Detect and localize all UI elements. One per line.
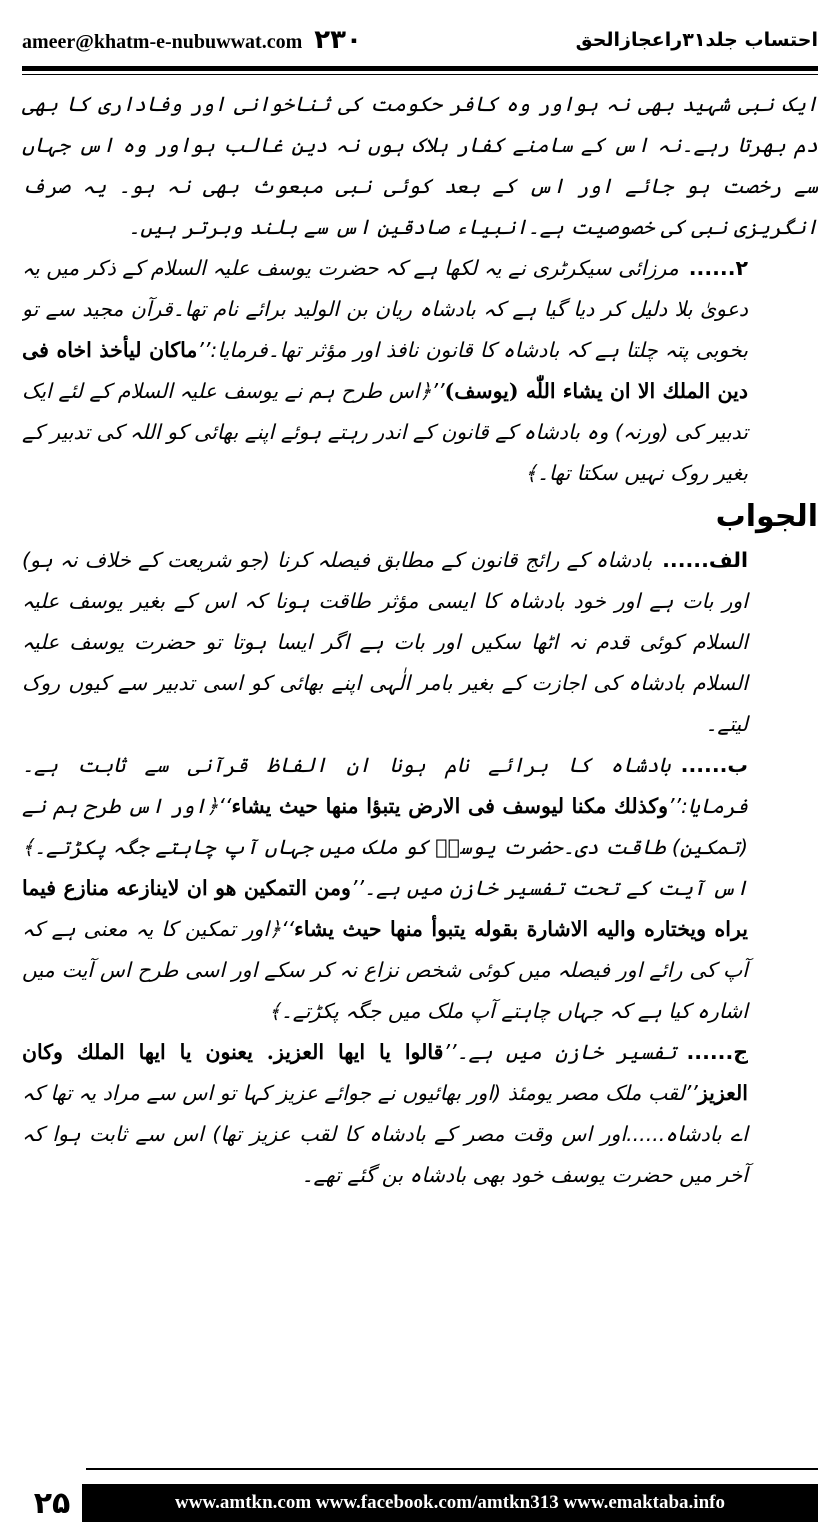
alif-text: بادشاہ کے رائج قانون کے مطابق فیصلہ کرنا (جو شریعت کے خلاف نہ ہو) اور بات ہے اور خود بادشاہ کا ایسی مؤثر طاقت ہونا کہ اس کے بغیر یوسف علیہ السلام کوئی قدم نہ اٹھا سکیں اور بات ہے اگر ایسا ہوتا تو حضرت یوسف علیہ السلام بادشاہ کی اجازت کے بغیر بامر الٰہی اپنے بھائی کو اسی تدبیر سے کیوں روک لیتے۔ <box>22 548 748 736</box>
be-label: ب...... <box>680 753 748 777</box>
header-book-title: احتساب جلد۳۱راعجازالحق <box>575 29 818 51</box>
header-page-number: ٢٣٠ <box>314 25 362 55</box>
paragraph-1: ایک نبی شہید بھی نہ ہواور وہ کافر حکومت کی ثناخوانی اور وفاداری کا بھی دم بھرتا رہے۔نہ اس کے سامنے کفار ہلاک ہوں نہ دین غالب ہواور وہ اس جہاں سے رخصت ہو جائے اور اس کے بعد کوئی نبی مبعوث بھی نہ ہو۔ یہ صرف انگریزی نبی کی خصوصیت ہے۔انبیاء صادقین اس سے بلند وبرتر ہیں۔ <box>22 92 818 239</box>
paragraph-be <box>22 745 818 1032</box>
footer-rule <box>86 1468 818 1470</box>
be-tail: ‘‘﴿اور اس طرح ہم نے (تمکین) طاقت دی۔حضرت یوسفؑ کو ملک میں جہاں آپ چاہتے جگہ پکڑتے۔﴾اس آیت کے تحت تفسیر خازن میں ہے۔’’ <box>22 794 748 900</box>
jim-tail: ’’لقب ملک مصر یومئذ (اور بھائیوں نے جوائے عزیز کہا تو اس سے مراد یہ تھا کہ اے بادشاہ......اور اس وقت مصر کے بادشاہ کا لقب عزیز تھا) اس سے ثابت ہوا کہ آخر میں حضرت یوسف خود بھی بادشاہ بن گئے تھے۔ <box>22 1081 748 1187</box>
paragraph-alif <box>22 540 818 745</box>
header-email: ameer@khatm-e-nubuwwat.com <box>22 31 303 53</box>
header-left <box>22 25 362 55</box>
page-header <box>22 18 818 62</box>
be-tail-2: ‘‘﴿اور تمکین کا یہ معنی ہے کہ آپ کی رائے اور فیصلہ میں کوئی شخص نزاع نہ کر سکے اور اسی طرح اس آیت میں اشارہ کیا ہے کہ جہاں چاہتے آپ ملک میں جگہ پکڑتے۔﴾ <box>22 917 748 1023</box>
tafsir-quote-1: ومن التمکین هو ان لاینازعه منازع فیما یراه ویختاره والیه الاشارة بقوله یتبوأ منها حیث یشاء <box>22 876 748 941</box>
tafsir-quote-2: قالوا یا ایها العزیز. یعنون یا ایها الملك وکان العزیز <box>22 1040 748 1105</box>
page-footer <box>22 1474 818 1532</box>
item-2-label: ۲...... <box>688 256 748 280</box>
page-body <box>22 84 818 1460</box>
item-2-text: مرزائی سیکرٹری نے یہ لکھا ہے کہ حضرت یوسف علیہ السلام کے ذکر میں یہ دعویٰ بلا دلیل کر دیا گیا ہے کہ بادشاہ ریان بن الولید برائے نام تھا۔قرآن مجید سے تو بخوبی پتہ چلتا ہے کہ بادشاہ کا قانون نافذ اور مؤثر تھا۔فرمایا:’’ <box>22 256 748 362</box>
be-text: بادشاہ کا برائے نام ہونا ان الفاظ قرآنی سے ثابت ہے۔فرمایا:’’ <box>22 753 749 818</box>
header-rule-thin <box>22 74 818 75</box>
header-rule-thick <box>22 66 818 71</box>
item-2-tail: ’’﴿اس طرح ہم نے یوسف علیہ السلام کے لئے ایک تدبیر کی (ورنہ) وہ بادشاہ کے قانون کے اندر رہتے ہوئے اپنے بھائی کو اللہ کی تدبیر کے بغیر روک نہیں سکتا تھا۔﴾ <box>22 379 748 485</box>
section-heading: الجواب <box>715 499 818 534</box>
footer-page-number: ۲۵ <box>33 1485 71 1521</box>
quran-quote-2: وکذلك مکنا لیوسف فی الارض یتبؤا منها حیث یشاء <box>231 794 669 818</box>
jim-text: تفسیر خازن میں ہے۔’’ <box>443 1040 677 1064</box>
alif-label: الف...... <box>662 548 748 572</box>
paragraph-jim <box>22 1032 818 1196</box>
footer-links[interactable]: www.amtkn.com www.facebook.com/amtkn313 www.emaktaba.info <box>82 1484 818 1522</box>
quran-quote-1: ماکان لیأخذ اخاه فی دین الملك الا ان یشاء اللّٰه (یوسف) <box>22 338 748 403</box>
jim-label: ج...... <box>686 1040 748 1064</box>
paragraph-2 <box>22 248 818 494</box>
